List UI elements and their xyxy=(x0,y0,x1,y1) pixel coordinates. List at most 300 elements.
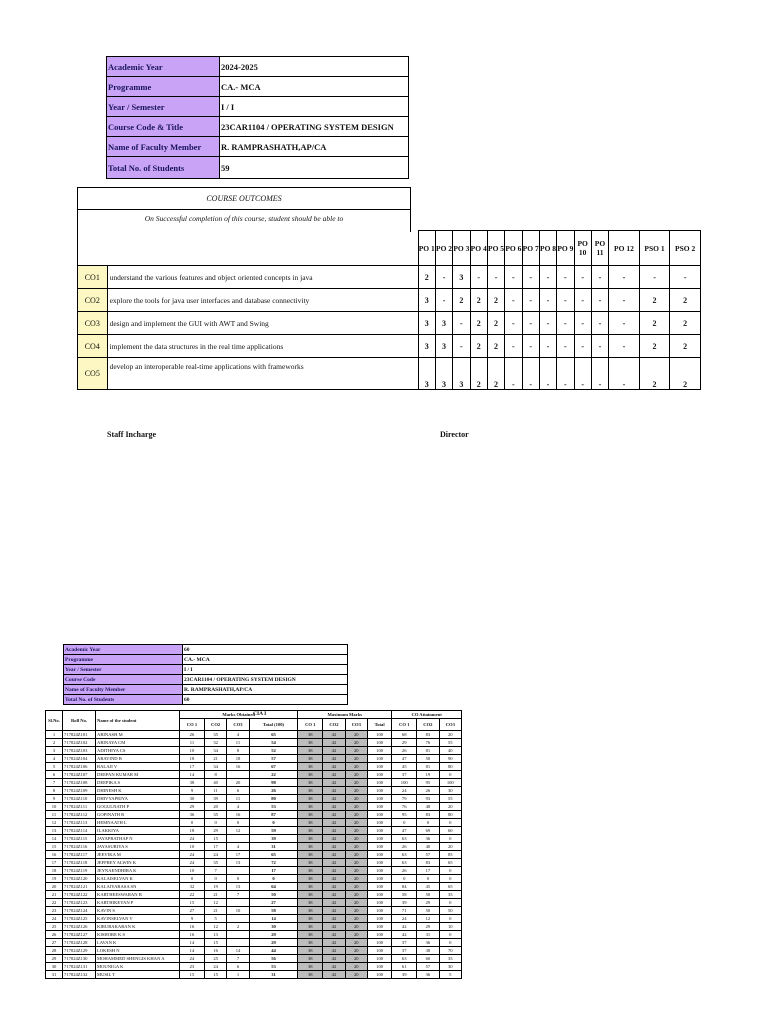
student-row xyxy=(46,907,462,915)
co1-attainment: 24 xyxy=(392,915,417,923)
co3-mark xyxy=(227,939,249,947)
co2-mark: 0 xyxy=(204,819,226,827)
max-mark: 20 xyxy=(345,851,367,859)
co-description: design and implement the GUI with AWT and Swing xyxy=(107,312,418,335)
student-row xyxy=(46,899,462,907)
max-mark: 20 xyxy=(345,883,367,891)
col-header: Total xyxy=(367,719,391,731)
po-value: - xyxy=(505,358,522,390)
info2-row xyxy=(64,675,348,685)
po-value: - xyxy=(539,266,556,289)
info-row xyxy=(107,57,409,77)
student-name: DHINESH K xyxy=(96,787,180,795)
max-mark: 20 xyxy=(345,923,367,931)
po-value: 3 xyxy=(418,289,435,312)
max-mark: 42 xyxy=(323,731,345,739)
co3-attainment: 40 xyxy=(439,747,461,755)
max-mark: 42 xyxy=(323,875,345,883)
co2-mark: 39 xyxy=(204,795,226,803)
po-value: 2 xyxy=(470,312,487,335)
max-mark: 38 xyxy=(298,947,323,955)
max-mark: 42 xyxy=(323,803,345,811)
info2-label: Course Code xyxy=(64,675,183,685)
po-header: PO 12 xyxy=(609,231,640,266)
max-mark: 38 xyxy=(298,859,323,867)
co1-mark: 32 xyxy=(180,883,205,891)
po-value: - xyxy=(609,266,640,289)
po-value: - xyxy=(557,266,574,289)
roll-no: 717824Z124 xyxy=(63,907,96,915)
sl-no: 25 xyxy=(46,923,63,931)
max-mark: 42 xyxy=(323,843,345,851)
max-mark: 38 xyxy=(298,931,323,939)
max-mark: 42 xyxy=(323,907,345,915)
co2-attainment: 19 xyxy=(417,771,439,779)
total-mark: 57 xyxy=(249,755,298,763)
co1-attainment: 84 xyxy=(392,883,417,891)
total-mark: 30 xyxy=(249,923,298,931)
co-po-mapping-table xyxy=(77,230,701,390)
co1-mark: 26 xyxy=(180,731,205,739)
sl-no: 17 xyxy=(46,859,63,867)
co3-mark: 7 xyxy=(227,955,249,963)
co3-attainment: 30 xyxy=(439,963,461,971)
info2-value: 23CAR1104 / OPERATING SYSTEM DESIGN xyxy=(183,675,348,685)
co1-mark: 36 xyxy=(180,811,205,819)
info2-value: R. RAMPRASHATH,AP/CA xyxy=(183,685,348,695)
co2-mark: 15 xyxy=(204,835,226,843)
co2-attainment: 60 xyxy=(417,955,439,963)
max-total: 100 xyxy=(367,731,391,739)
max-mark: 38 xyxy=(298,915,323,923)
group-header: Maximum Marks xyxy=(298,711,392,719)
po-value: 3 xyxy=(453,266,470,289)
max-mark: 38 xyxy=(298,787,323,795)
co-row xyxy=(78,312,701,335)
student-row xyxy=(46,915,462,923)
student-name: JAYAPRATHAP N xyxy=(96,835,180,843)
co3-attainment: 0 xyxy=(439,835,461,843)
sl-no: 5 xyxy=(46,763,63,771)
co2-mark: 29 xyxy=(204,827,226,835)
co2-attainment: 40 xyxy=(417,843,439,851)
cia-title: CIA I xyxy=(253,711,267,717)
max-total: 100 xyxy=(367,859,391,867)
co1-attainment: 47 xyxy=(392,755,417,763)
co3-mark: 6 xyxy=(227,787,249,795)
co1-attainment: 29 xyxy=(392,739,417,747)
course-info-table xyxy=(106,56,409,179)
student-name: ILAKKIYA xyxy=(96,827,180,835)
info2-row xyxy=(64,665,348,675)
group-header: Marks Obtained xyxy=(180,711,298,719)
co3-attainment: 0 xyxy=(439,867,461,875)
col-header: Total (100) xyxy=(249,719,298,731)
co2-mark: 0 xyxy=(204,875,226,883)
sl-no: 9 xyxy=(46,795,63,803)
co3-attainment: 55 xyxy=(439,795,461,803)
co1-mark: 10 xyxy=(180,843,205,851)
sl-no: 16 xyxy=(46,851,63,859)
student-name: KAVINSELVAN V xyxy=(96,915,180,923)
max-total: 100 xyxy=(367,963,391,971)
co2-attainment: 12 xyxy=(417,915,439,923)
max-mark: 20 xyxy=(345,779,367,787)
po-value: 3 xyxy=(418,312,435,335)
co2-mark: 35 xyxy=(204,731,226,739)
co1-mark: 15 xyxy=(180,899,205,907)
max-mark: 38 xyxy=(298,883,323,891)
co3-mark: 11 xyxy=(227,739,249,747)
max-total: 100 xyxy=(367,867,391,875)
co2-mark: 15 xyxy=(204,971,226,979)
max-mark: 38 xyxy=(298,963,323,971)
max-mark: 20 xyxy=(345,891,367,899)
po-value: - xyxy=(505,312,522,335)
max-mark: 38 xyxy=(298,755,323,763)
po-value: - xyxy=(639,266,670,289)
co3-mark xyxy=(227,915,249,923)
co3-mark xyxy=(227,835,249,843)
student-row xyxy=(46,947,462,955)
student-name: KALAIYARASA SN xyxy=(96,883,180,891)
marks-table xyxy=(45,710,462,979)
sl-no: 14 xyxy=(46,835,63,843)
po-value: 2 xyxy=(487,335,504,358)
total-mark: 87 xyxy=(249,811,298,819)
po-value: - xyxy=(470,266,487,289)
po-value: - xyxy=(539,312,556,335)
max-mark: 20 xyxy=(345,971,367,979)
student-name: JEFFREY ALWIN K xyxy=(96,859,180,867)
total-mark: 53 xyxy=(249,963,298,971)
info-label: Academic Year xyxy=(107,57,220,77)
max-mark: 20 xyxy=(345,739,367,747)
info2-row xyxy=(64,645,348,655)
co1-attainment: 47 xyxy=(392,827,417,835)
sl-no: 4 xyxy=(46,755,63,763)
max-total: 100 xyxy=(367,947,391,955)
max-mark: 20 xyxy=(345,963,367,971)
student-name: JAYASURIYA S xyxy=(96,843,180,851)
co2-mark: 8 xyxy=(204,771,226,779)
co2-attainment: 17 xyxy=(417,867,439,875)
po-value: 3 xyxy=(435,335,452,358)
po-value: - xyxy=(591,266,608,289)
max-total: 100 xyxy=(367,835,391,843)
info2-row xyxy=(64,655,348,665)
co-code: CO2 xyxy=(78,289,108,312)
roll-no: 717824Z109 xyxy=(63,787,96,795)
co3-attainment: 0 xyxy=(439,819,461,827)
info2-label: Year / Semester xyxy=(64,665,183,675)
po-header: PO 6 xyxy=(505,231,522,266)
po-value: - xyxy=(591,335,608,358)
co2-mark: 15 xyxy=(204,939,226,947)
co1-attainment: 37 xyxy=(392,939,417,947)
co2-attainment: 48 xyxy=(417,803,439,811)
po-value: - xyxy=(574,312,591,335)
co3-mark: 14 xyxy=(227,947,249,955)
po-value: - xyxy=(505,266,522,289)
sl-no: 31 xyxy=(46,971,63,979)
course-outcomes-subtitle: On Successful completion of this course, student should be able to xyxy=(144,214,344,223)
student-name: KAVIN S xyxy=(96,907,180,915)
co3-mark: 18 xyxy=(227,755,249,763)
po-value: 3 xyxy=(418,335,435,358)
student-row xyxy=(46,763,462,771)
max-mark: 42 xyxy=(323,971,345,979)
info2-value: CA.- MCA xyxy=(183,655,348,665)
co2-mark: 35 xyxy=(204,859,226,867)
po-value: - xyxy=(435,289,452,312)
co3-mark: 4 xyxy=(227,843,249,851)
student-row xyxy=(46,939,462,947)
max-mark: 20 xyxy=(345,915,367,923)
col-header: CO2 xyxy=(323,719,345,731)
co-description: develop an interoperable real-time applications with frameworks xyxy=(107,358,418,390)
max-mark: 42 xyxy=(323,939,345,947)
co3-mark: 10 xyxy=(227,907,249,915)
col-header: CO 1 xyxy=(392,719,417,731)
total-mark: 59 xyxy=(249,827,298,835)
co1-attainment: 45 xyxy=(392,763,417,771)
max-mark: 38 xyxy=(298,763,323,771)
po-header: PO 3 xyxy=(453,231,470,266)
student-row xyxy=(46,771,462,779)
student-name: DEEPIKA S xyxy=(96,779,180,787)
max-mark: 42 xyxy=(323,827,345,835)
co1-mark: 27 xyxy=(180,907,205,915)
student-row xyxy=(46,843,462,851)
roll-no: 717824Z125 xyxy=(63,915,96,923)
max-total: 100 xyxy=(367,771,391,779)
max-mark: 38 xyxy=(298,771,323,779)
info-label: Total No. of Students xyxy=(107,157,220,179)
max-mark: 20 xyxy=(345,875,367,883)
student-name: ABINASH M xyxy=(96,731,180,739)
sl-no: 22 xyxy=(46,899,63,907)
co1-attainment: 63 xyxy=(392,955,417,963)
student-name: DHIVYAPRIYA xyxy=(96,795,180,803)
po-value: 2 xyxy=(470,358,487,390)
co3-attainment: 0 xyxy=(439,875,461,883)
info-label: Name of Faculty Member xyxy=(107,137,220,157)
student-name: GOPINATH R xyxy=(96,811,180,819)
co1-mark: 23 xyxy=(180,963,205,971)
co2-attainment: 50 xyxy=(417,755,439,763)
max-mark: 42 xyxy=(323,747,345,755)
co3-attainment: 60 xyxy=(439,827,461,835)
max-mark: 42 xyxy=(323,739,345,747)
roll-no: 717824Z116 xyxy=(63,843,96,851)
info2-row xyxy=(64,695,348,705)
col-header: Roll No. xyxy=(63,711,96,731)
roll-no: 717824Z123 xyxy=(63,899,96,907)
co2-attainment: 81 xyxy=(417,763,439,771)
co1-mark: 9 xyxy=(180,787,205,795)
student-row xyxy=(46,971,462,979)
max-total: 100 xyxy=(367,747,391,755)
po-value: - xyxy=(453,335,470,358)
max-total: 100 xyxy=(367,843,391,851)
roll-no: 717824Z101 xyxy=(63,731,96,739)
co1-attainment: 100 xyxy=(392,779,417,787)
co1-attainment: 63 xyxy=(392,835,417,843)
co3-mark: 8 xyxy=(227,747,249,755)
max-mark: 38 xyxy=(298,867,323,875)
total-mark: 56 xyxy=(249,955,298,963)
max-mark: 38 xyxy=(298,851,323,859)
co2-attainment: 95 xyxy=(417,779,439,787)
po-value: - xyxy=(591,289,608,312)
student-row xyxy=(46,819,462,827)
max-mark: 42 xyxy=(323,771,345,779)
co3-attainment: 65 xyxy=(439,859,461,867)
co2-attainment: 69 xyxy=(417,827,439,835)
roll-no: 717824Z130 xyxy=(63,955,96,963)
total-mark: 72 xyxy=(249,859,298,867)
student-name: JEYNAENDHIRA K xyxy=(96,867,180,875)
co1-mark: 22 xyxy=(180,891,205,899)
roll-no: 717824Z114 xyxy=(63,827,96,835)
sl-no: 26 xyxy=(46,931,63,939)
co3-attainment: 80 xyxy=(439,763,461,771)
po-value: - xyxy=(539,358,556,390)
co-description: understand the various features and object oriented concepts in java xyxy=(107,266,418,289)
co3-attainment: 80 xyxy=(439,811,461,819)
max-mark: 38 xyxy=(298,907,323,915)
co2-mark: 21 xyxy=(204,755,226,763)
max-mark: 38 xyxy=(298,875,323,883)
co1-mark: 24 xyxy=(180,835,205,843)
roll-no: 717824Z107 xyxy=(63,771,96,779)
info2-label: Academic Year xyxy=(64,645,183,655)
max-mark: 42 xyxy=(323,795,345,803)
max-total: 100 xyxy=(367,739,391,747)
co2-attainment: 81 xyxy=(417,747,439,755)
po-value: - xyxy=(670,266,701,289)
roll-no: 717824Z115 xyxy=(63,835,96,843)
co2-mark: 11 xyxy=(204,787,226,795)
roll-no: 717824Z112 xyxy=(63,811,96,819)
po-value: - xyxy=(522,289,539,312)
col-header: CO3 xyxy=(227,719,249,731)
roll-no: 717824Z117 xyxy=(63,851,96,859)
co1-attainment: 68 xyxy=(392,731,417,739)
max-mark: 38 xyxy=(298,843,323,851)
po-value: 2 xyxy=(670,289,701,312)
student-name: KISHORE K S xyxy=(96,931,180,939)
roll-no: 717824Z120 xyxy=(63,875,96,883)
co1-mark: 10 xyxy=(180,867,205,875)
co3-mark: 13 xyxy=(227,883,249,891)
po-value: 2 xyxy=(487,312,504,335)
co1-attainment: 39 xyxy=(392,971,417,979)
po-value: - xyxy=(574,266,591,289)
roll-no: 717824Z106 xyxy=(63,763,96,771)
max-mark: 42 xyxy=(323,915,345,923)
course-outcomes-header xyxy=(77,187,411,232)
max-total: 100 xyxy=(367,803,391,811)
co3-mark: 2 xyxy=(227,923,249,931)
po-value: - xyxy=(522,266,539,289)
max-mark: 42 xyxy=(323,787,345,795)
co1-mark: 24 xyxy=(180,859,205,867)
co1-attainment: 42 xyxy=(392,931,417,939)
student-row xyxy=(46,787,462,795)
student-row xyxy=(46,835,462,843)
max-mark: 20 xyxy=(345,835,367,843)
po-header: PSO 1 xyxy=(639,231,670,266)
co3-attainment: 0 xyxy=(439,899,461,907)
sl-no: 15 xyxy=(46,843,63,851)
max-total: 100 xyxy=(367,851,391,859)
student-row xyxy=(46,923,462,931)
total-mark: 31 xyxy=(249,843,298,851)
student-row xyxy=(46,859,462,867)
co3-attainment: 35 xyxy=(439,891,461,899)
co1-mark: 18 xyxy=(180,755,205,763)
total-mark: 26 xyxy=(249,787,298,795)
student-name: LAVAN K xyxy=(96,939,180,947)
max-mark: 42 xyxy=(323,859,345,867)
co1-attainment: 37 xyxy=(392,947,417,955)
total-mark: 52 xyxy=(249,747,298,755)
student-row xyxy=(46,883,462,891)
po-value: - xyxy=(609,289,640,312)
student-row xyxy=(46,803,462,811)
max-mark: 20 xyxy=(345,803,367,811)
info2-value: 60 xyxy=(183,645,348,655)
max-mark: 42 xyxy=(323,891,345,899)
co2-mark: 34 xyxy=(204,763,226,771)
co3-attainment: 90 xyxy=(439,755,461,763)
max-mark: 20 xyxy=(345,795,367,803)
student-row xyxy=(46,867,462,875)
roll-no: 717824Z110 xyxy=(63,795,96,803)
max-mark: 38 xyxy=(298,731,323,739)
co2-attainment: 36 xyxy=(417,971,439,979)
max-mark: 42 xyxy=(323,755,345,763)
info-row xyxy=(107,77,409,97)
co3-attainment: 30 xyxy=(439,787,461,795)
po-value: 2 xyxy=(470,335,487,358)
co3-attainment: 0 xyxy=(439,915,461,923)
po-header: PO 8 xyxy=(539,231,556,266)
sl-no: 12 xyxy=(46,819,63,827)
student-row xyxy=(46,811,462,819)
co1-attainment: 95 xyxy=(392,811,417,819)
info-value: 23CAR1104 / OPERATING SYSTEM DESIGN xyxy=(220,117,409,137)
col-header: CO 1 xyxy=(180,719,205,731)
po-value: 2 xyxy=(670,335,701,358)
po-header: PSO 2 xyxy=(670,231,701,266)
info-label: Programme xyxy=(107,77,220,97)
co1-mark: 38 xyxy=(180,779,205,787)
max-mark: 38 xyxy=(298,795,323,803)
marks-group-header-row xyxy=(46,711,462,719)
co3-attainment: 5 xyxy=(439,971,461,979)
max-total: 100 xyxy=(367,787,391,795)
co2-attainment: 93 xyxy=(417,795,439,803)
course-outcomes-title: COURSE OUTCOMES xyxy=(206,194,282,203)
sl-no: 27 xyxy=(46,939,63,947)
co2-mark: 5 xyxy=(204,915,226,923)
max-total: 100 xyxy=(367,923,391,931)
max-mark: 42 xyxy=(323,883,345,891)
co1-attainment: 37 xyxy=(392,771,417,779)
